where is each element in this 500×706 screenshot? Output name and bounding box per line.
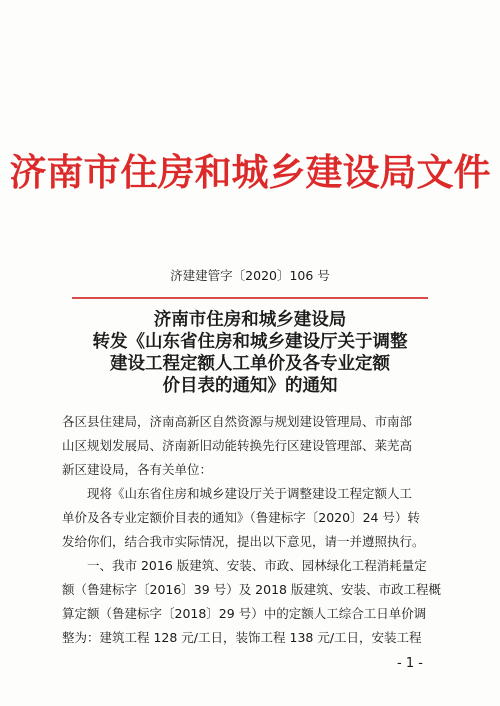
body-line: 额（鲁建标字〔2016〕39 号）及 2018 版建筑、安装、市政工程概 <box>62 582 441 597</box>
body-line: 新区建设局，各有关单位： <box>62 462 213 477</box>
title-line: 转发《山东省住房和城乡建设厅关于调整 <box>92 332 408 352</box>
title-line: 价目表的通知》的通知 <box>162 376 338 396</box>
document-title <box>40 309 460 397</box>
body-line: 发给你们，结合我市实际情况，提出以下意见，请一并遵照执行。 <box>62 534 425 549</box>
document-number: 济建建管字〔2020〕106 号 <box>170 268 330 283</box>
body-line: 现将《山东省住房和城乡建设厅关于调整建设工程定额人工 <box>87 486 413 501</box>
body-line: 各区县住建局，济南高新区自然资源与规划建设管理局、市南部 <box>62 414 413 429</box>
title-line: 建设工程定额人工单价及各专业定额 <box>110 354 390 374</box>
document-body <box>62 410 458 650</box>
body-line: 单价及各专业定额价目表的通知》（鲁建标字〔2020〕24 号）转 <box>62 510 420 525</box>
red-masthead: 济南市住房和城乡建设局文件 <box>9 150 491 194</box>
red-divider-line <box>72 297 428 299</box>
page-number: - 1 - <box>397 656 423 671</box>
title-line: 济南市住房和城乡建设局 <box>153 310 347 330</box>
body-line: 一、我市 2016 版建筑、安装、市政、园林绿化工程消耗量定 <box>87 558 427 573</box>
body-line: 算定额（鲁建标字〔2018〕29 号）中的定额人工综合工日单价调 <box>62 606 427 621</box>
body-line: 山区规划发展局、济南新旧动能转换先行区建设管理部、莱芜高 <box>62 438 413 453</box>
body-line: 整为：建筑工程 128 元/工日，装饰工程 138 元/工日，安装工程 <box>62 630 422 645</box>
